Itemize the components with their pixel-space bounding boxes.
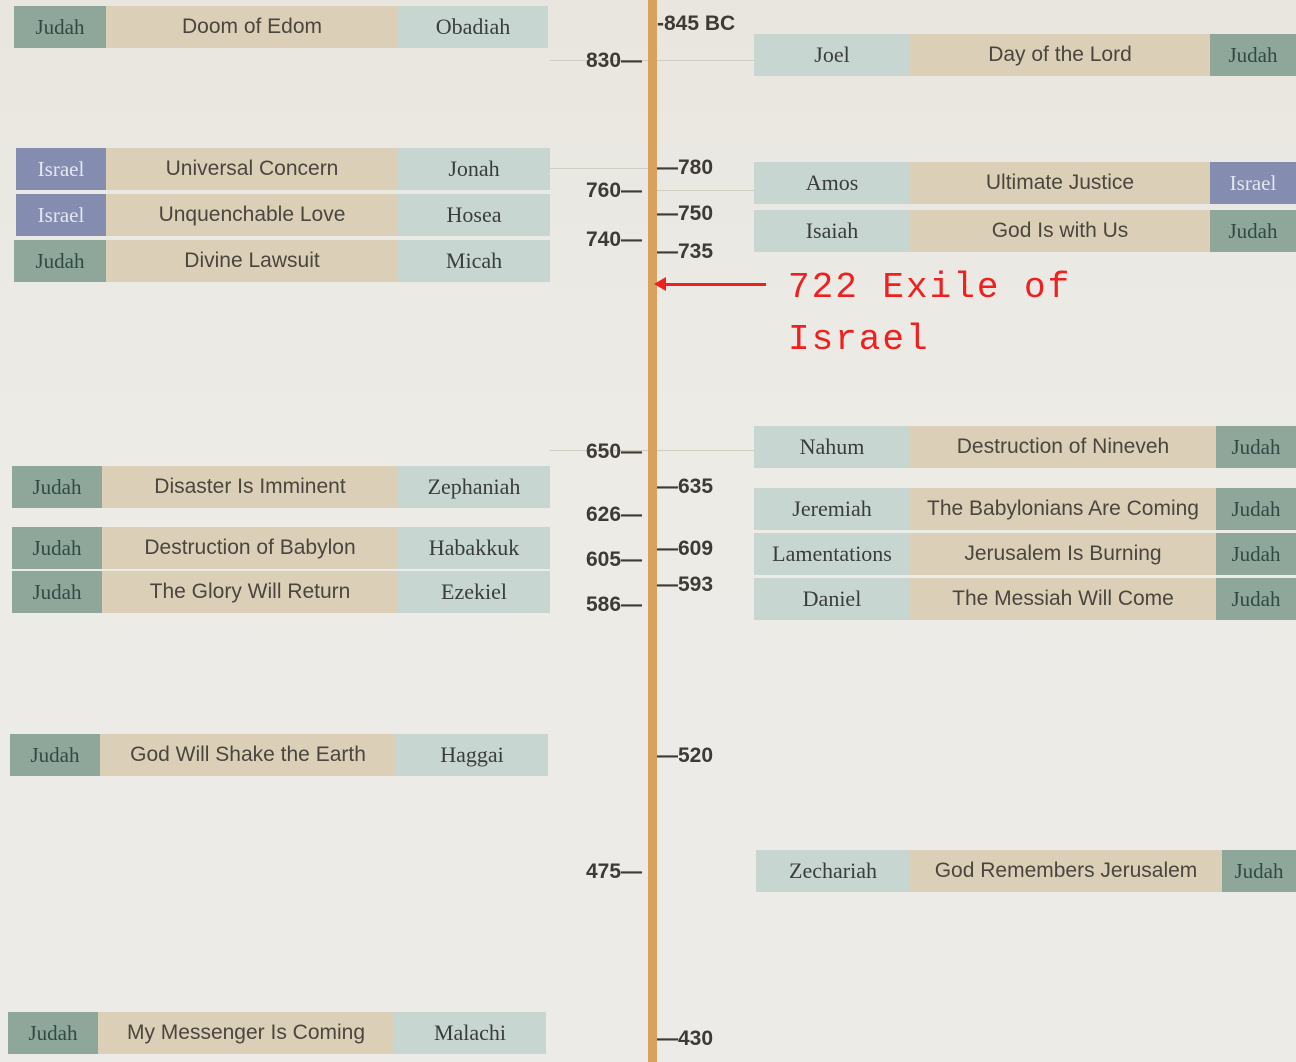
prophet-entry-right — [754, 426, 1296, 468]
tick-right: —635 — [657, 475, 714, 498]
kingdom-label: Judah — [10, 734, 100, 776]
prophet-name: Haggai — [396, 734, 548, 776]
tick-left: 605— — [586, 548, 643, 571]
kingdom-label: Judah — [1216, 426, 1296, 468]
theme-label: Universal Concern — [106, 148, 398, 190]
prophet-name: Jonah — [398, 148, 550, 190]
prophet-name: Joel — [754, 34, 910, 76]
theme-label: The Messiah Will Come — [910, 578, 1216, 620]
prophet-name: Micah — [398, 240, 550, 282]
connector-line — [657, 450, 755, 451]
theme-label: God Is with Us — [910, 210, 1210, 252]
prophet-name: Lamentations — [754, 533, 910, 575]
timeline-spine — [648, 0, 657, 1062]
prophet-name: Ezekiel — [398, 571, 550, 613]
tick-left: 586— — [586, 593, 643, 616]
prophet-entry-left — [12, 571, 550, 613]
prophet-entry-right — [754, 488, 1296, 530]
prophet-name: Hosea — [398, 194, 550, 236]
prophet-entry-left — [14, 6, 548, 48]
theme-label: Ultimate Justice — [910, 162, 1210, 204]
theme-label: Day of the Lord — [910, 34, 1210, 76]
theme-label: God Will Shake the Earth — [100, 734, 396, 776]
tick-right: —520 — [657, 744, 714, 767]
tick-left: 650— — [586, 440, 643, 463]
kingdom-label: Judah — [14, 240, 106, 282]
prophet-entry-left — [10, 734, 548, 776]
theme-label: Divine Lawsuit — [106, 240, 398, 282]
tick-right: —750 — [657, 202, 714, 225]
theme-label: My Messenger Is Coming — [98, 1012, 394, 1054]
theme-label: The Babylonians Are Coming — [910, 488, 1216, 530]
tick-left: 740— — [586, 228, 643, 251]
tick-left: 830— — [586, 49, 643, 72]
kingdom-label: Israel — [16, 194, 106, 236]
kingdom-label: Judah — [1210, 34, 1296, 76]
prophet-entry-right — [754, 533, 1296, 575]
kingdom-label: Judah — [1222, 850, 1296, 892]
theme-label: Unquenchable Love — [106, 194, 398, 236]
prophet-entry-right — [754, 34, 1296, 76]
prophet-entry-right — [754, 210, 1296, 252]
kingdom-label: Israel — [16, 148, 106, 190]
prophet-name: Habakkuk — [398, 527, 550, 569]
kingdom-label: Judah — [12, 527, 102, 569]
kingdom-label: Judah — [1210, 210, 1296, 252]
kingdom-label: Judah — [14, 6, 106, 48]
theme-label: Doom of Edom — [106, 6, 398, 48]
theme-label: The Glory Will Return — [102, 571, 398, 613]
tick-right: —780 — [657, 156, 714, 179]
tick-right: —430 — [657, 1027, 714, 1050]
kingdom-label: Judah — [1216, 488, 1296, 530]
prophet-name: Nahum — [754, 426, 910, 468]
connector-line — [550, 168, 648, 169]
prophet-entry-left — [16, 194, 550, 236]
theme-label: Destruction of Nineveh — [910, 426, 1216, 468]
tick-right: —735 — [657, 240, 714, 263]
prophet-name: Zechariah — [756, 850, 910, 892]
theme-label: Disaster Is Imminent — [102, 466, 398, 508]
annotation-line-2: Israel — [788, 319, 930, 360]
prophet-entry-left — [8, 1012, 546, 1054]
tick-right: -845 BC — [657, 12, 736, 35]
exile-annotation — [788, 262, 1071, 366]
prophet-name: Malachi — [394, 1012, 546, 1054]
prophet-entry-right — [754, 578, 1296, 620]
prophet-name: Isaiah — [754, 210, 910, 252]
prophet-name: Daniel — [754, 578, 910, 620]
kingdom-label: Judah — [12, 571, 102, 613]
theme-label: Jerusalem Is Burning — [910, 533, 1216, 575]
connector-line — [657, 190, 755, 191]
kingdom-label: Judah — [8, 1012, 98, 1054]
prophet-entry-left — [12, 466, 550, 508]
arrow-head-icon — [654, 277, 666, 291]
tick-right: —593 — [657, 573, 714, 596]
theme-label: Destruction of Babylon — [102, 527, 398, 569]
prophet-name: Amos — [754, 162, 910, 204]
prophet-entry-right — [756, 850, 1296, 892]
kingdom-label: Judah — [12, 466, 102, 508]
annotation-line-1: 722 Exile of — [788, 267, 1072, 308]
prophet-entry-left — [12, 527, 550, 569]
tick-left: 626— — [586, 503, 643, 526]
kingdom-label: Israel — [1210, 162, 1296, 204]
tick-left: 475— — [586, 860, 643, 883]
annotation-arrow — [664, 283, 766, 286]
prophet-entry-left — [16, 148, 550, 190]
prophet-name: Zephaniah — [398, 466, 550, 508]
tick-left: 760— — [586, 179, 643, 202]
kingdom-label: Judah — [1216, 578, 1296, 620]
kingdom-label: Judah — [1216, 533, 1296, 575]
tick-right: —609 — [657, 537, 714, 560]
connector-line — [657, 60, 755, 61]
prophet-entry-right — [754, 162, 1296, 204]
prophet-name: Obadiah — [398, 6, 548, 48]
theme-label: God Remembers Jerusalem — [910, 850, 1222, 892]
prophet-entry-left — [14, 240, 550, 282]
prophet-name: Jeremiah — [754, 488, 910, 530]
